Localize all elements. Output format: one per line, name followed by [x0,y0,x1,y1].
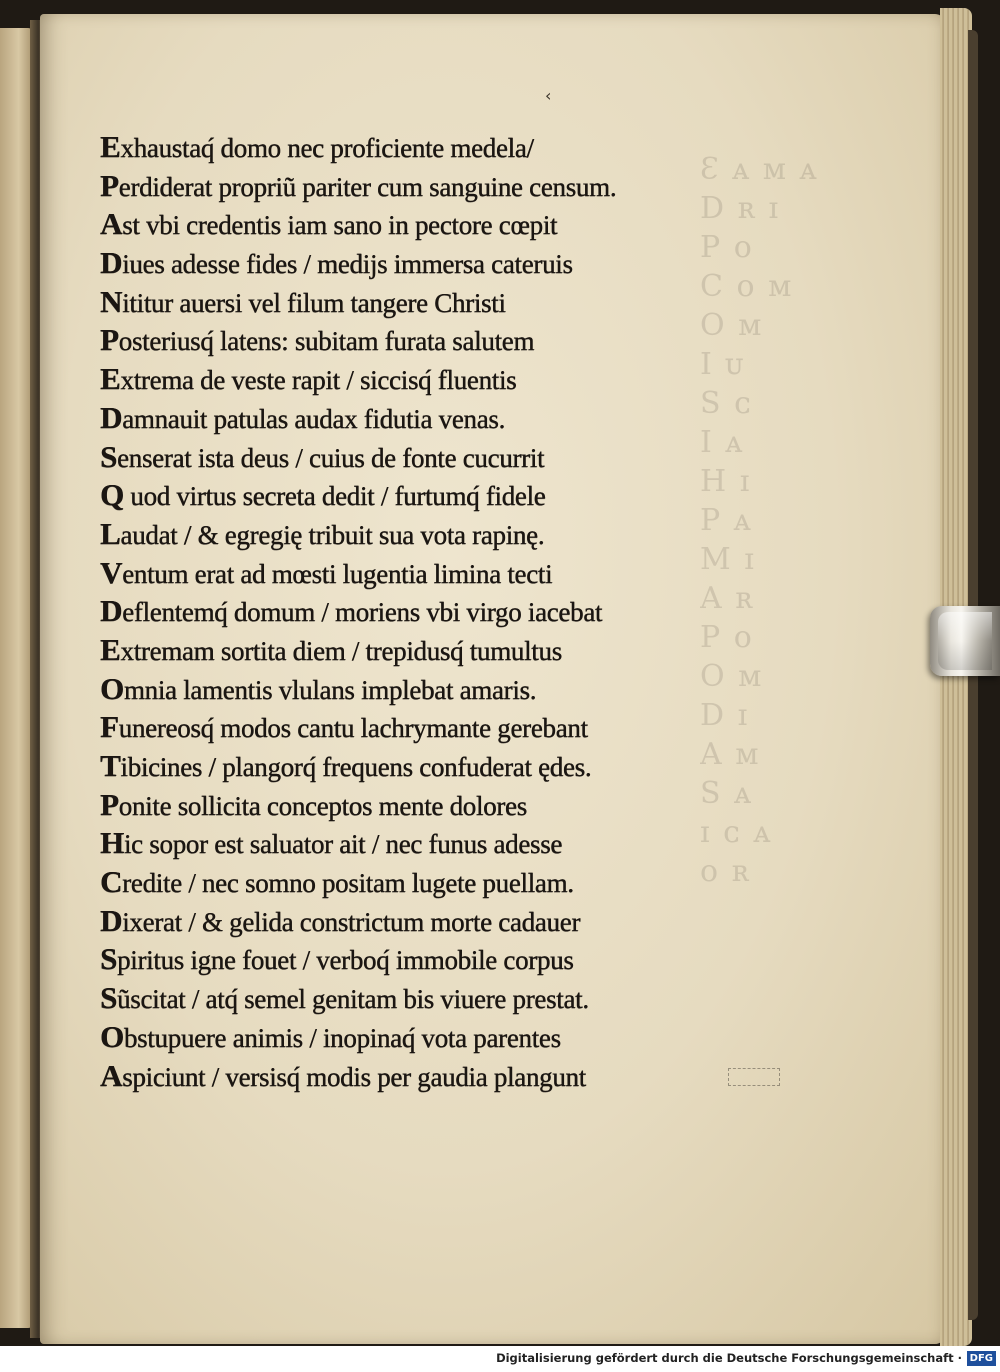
text-line: Nititur auersi vel filum tangere Christi [100,283,506,319]
text-line: Ventum erat ad mœsti lugentia limina tecti [100,554,553,590]
text-line: Ast vbi credentis iam sano in pectore cœpit [100,206,558,242]
text-line: Diues adesse fides / medijs immersa cateruis [100,245,573,281]
text-line: Aspiciunt / versisq́ modis per gaudia plangunt [100,1057,586,1093]
footer-strip [0,1346,1000,1372]
text-line: Obstupuere animis / inopinaq́ vota parentes [100,1018,561,1054]
bookmark-clip [930,606,1000,676]
text-line: Deflentemq́ domum / moriens vbi virgo iacebat [100,593,603,629]
text-line: Extrema de veste rapit / siccisq́ fluentis [100,361,517,397]
faint-stamp-mark [728,1068,780,1086]
text-line: Tibicines / plangorq́ frequens confuderat ędes. [100,748,592,783]
dfg-logo: DFG [967,1351,996,1366]
text-line: Q uod virtus secreta dedit / furtumq́ fidele [100,477,546,513]
text-line: Extremam sortita diem / trepidusq́ tumultus [100,631,562,667]
text-line: Exhaustaq́ domo nec proficiente medela/ [100,129,534,164]
text-line: Posteriusq́ latens: subitam furata salutem [100,322,535,358]
text-line: Spiritus igne fouet / verboq́ immobile corpus [100,941,574,977]
text-line: Perdiderat propriũ pariter cum sanguine censum. [100,167,617,203]
funding-credit: Digitalisierung gefördert durch die Deutsche Forschungsgemeinschaft · [496,1351,962,1365]
printed-text-block [100,128,670,1095]
ink-speck: ‹ [545,86,552,105]
text-line: Dixerat / & gelida constrictum morte cadauer [100,902,581,938]
text-line: Sũscitat / atq́ semel genitam bis viuere prestat. [100,980,589,1016]
bleed-through-text: Ɛ ᴀ ᴍ ᴀ D ʀ ɪ P ᴏ C ᴏ ᴍ O ᴍ I ᴜ S ᴄ I ᴀ H ɪ P ᴀ M ɪ A ʀ P ᴏ O ᴍ D ɪ A ᴍ S ᴀ ɪ ᴄ ᴀ ᴏ ʀ [700,152,819,889]
verso-page-edge [0,28,34,1328]
text-line: Hic sopor est saluator ait / nec funus adesse [100,825,562,861]
text-line: Funereosq́ modos cantu lachrymante gerebant [100,709,588,745]
text-line: Ponite sollicita conceptos mente dolores [100,786,527,822]
text-line: Damnauit patulas audax fidutia venas. [100,399,505,435]
text-line: Credite / nec somno positam lugete puellam. [100,864,574,900]
text-line: Omnia lamentis vlulans implebat amaris. [100,670,537,706]
text-line: Senserat ista deus / cuius de fonte cucurrit [100,438,545,474]
text-line: Laudat / & egregię tribuit sua vota rapinę. [100,515,545,551]
